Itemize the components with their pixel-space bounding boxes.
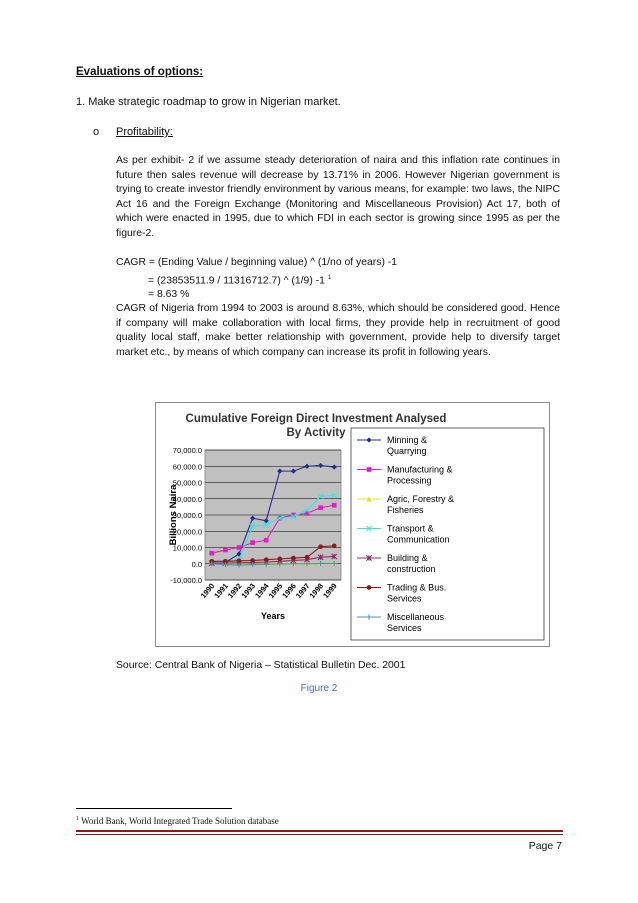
cagr-line-3: = 8.63 % [148,289,190,301]
data-point [318,505,323,510]
data-point [291,556,296,561]
legend-swatch-marker [367,585,372,590]
chart-title-line-1: Cumulative Foreign Direct Investment Analysed [185,413,447,425]
footnote-separator [76,808,232,809]
legend-label-line-2: Services [387,593,422,604]
x-tick-label: 1995 [266,581,285,601]
x-tick-label: 1994 [253,581,271,601]
numbered-item-1: 1. Make strategic roadmap to grow in Nigerian market. [76,96,341,108]
y-tick-label: 40,000.0 [172,494,202,504]
x-tick-label: 1992 [225,581,244,601]
data-point [277,557,282,562]
legend-label-line-1: Agric, Forestry & [387,494,455,504]
fdi-chart [155,402,550,647]
data-point [305,555,310,560]
footnote-number: 1 [76,816,79,822]
x-tick-label: 1990 [198,581,217,601]
x-tick-label: 1997 [293,581,312,601]
y-tick-label: 20,000.0 [172,527,202,537]
cagr-formula [116,256,397,303]
figure-caption: Figure 2 [300,683,338,694]
chart-svg [156,403,549,646]
y-tick-label: -10,000.0 [170,576,202,585]
legend-label-line-1: Trading & Bus. [387,582,447,593]
footnote-text: World Bank, World Integrated Trade Solution database [81,816,279,826]
cagr-line-2: = (23853511.9 / 11316712.7) ^ (1/9) -1 $^1$ [148,274,332,286]
footer-rule-thin [76,834,563,835]
legend-label-line-1: Transport & [387,523,434,534]
legend-swatch-marker [367,467,372,472]
y-tick-label: 10,000.0 [172,543,202,553]
footnote-ref[interactable]: 1 [327,274,332,281]
chart-title-line-2: By Activity [286,427,346,439]
y-axis-label: Billions Naira [168,484,179,546]
x-tick-label: 1999 [321,581,339,601]
footer-rule-thick [76,830,563,832]
data-point [264,557,269,562]
footnote [76,816,279,826]
x-tick-label: 1996 [280,581,298,601]
legend-label-line-1: Building & [387,553,428,563]
y-tick-label: 60,000.0 [172,462,202,472]
legend-label-line-2: construction [387,564,436,574]
data-point [250,540,255,545]
chart-source: Source: Central Bank of Nigeria – Statistical Bulletin Dec. 2001 [116,660,406,671]
y-tick-label: 30,000.0 [172,511,202,520]
x-tick-label: 1998 [307,581,326,601]
legend-label-line-2: Fisheries [387,505,424,515]
section-heading: Evaluations of options: [76,66,204,78]
legend-label-line-2: Communication [387,534,450,545]
data-point [237,545,242,550]
legend-label-line-2: Quarrying [387,446,427,456]
data-point [318,544,323,549]
y-tick-label: 0.0 [191,559,202,569]
data-point [332,503,337,508]
profitability-label: Profitability: [116,126,173,138]
x-axis-label: Years [260,611,286,621]
paragraph-exhibit: As per exhibit- 2 if we assume steady deterioration of naira and this inflation rate continues in future then sales revenue will decrease by 13.71% in 2006. However Nigerian government is trying to create investor friendly environment by various means, for example: two laws, the NIPC Act 16 and the Foreign Exchange (Monitoring and Miscellaneous Provision) Act 17, both of which were enacted in 1995, due to which FDI in each sector is growing since 1995 as per the figure-2. [116,155,560,239]
paragraph-cagr-conclusion: CAGR of Nigeria from 1994 to 2003 is around 8.63%, which should be considered good. Hence if company will make collaboration with local firms, they provide help in recruitment of good quality local staff, make better relationship with government, provide help to diversify target market etc., by means of which company can increase its profit in following years. [116,303,560,358]
y-tick-label: 70,000.0 [172,446,202,455]
data-point [223,548,228,553]
x-tick-label: 1991 [212,581,230,601]
legend-label-line-1: Manufacturing & [387,464,453,475]
page-number: Page 7 [528,840,562,852]
bullet-marker: o [93,126,100,138]
data-point [209,551,214,556]
data-point [332,544,337,549]
data-point [264,538,269,543]
cagr-line-1: CAGR = (Ending Value / beginning value) ^ (1/no of years) -1 [116,257,398,268]
legend-label-line-1: Miscellaneous [387,612,445,622]
x-tick-label: 1993 [239,581,258,601]
legend-label-line-2: Services [387,623,422,633]
legend-label-line-1: Minning & [387,435,428,445]
legend-label-line-2: Processing [387,475,432,486]
y-tick-label: 50,000.0 [172,478,202,488]
